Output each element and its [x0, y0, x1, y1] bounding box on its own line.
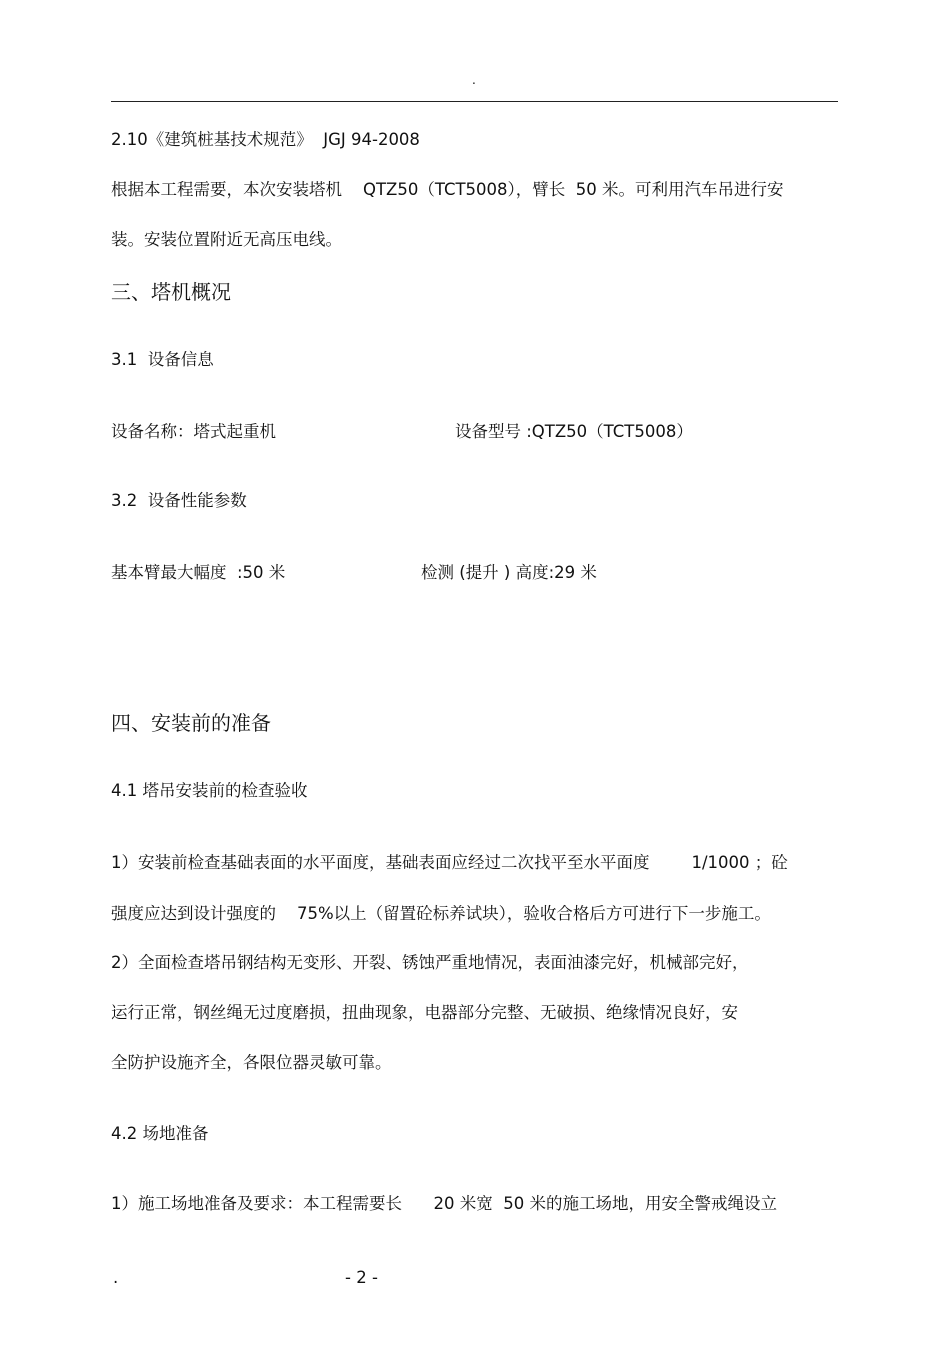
section-4-heading: 四、安装前的准备 — [111, 711, 271, 735]
subsection-3-1-heading: 3.1 设备信息 — [111, 350, 214, 369]
item-4-1-1-line-2: 强度应达到设计强度的 75%以上（留置砼标养试块），验收合格后方可进行下一步施工。 — [111, 904, 771, 923]
standard-reference: 2.10《建筑桩基技术规范》 JGJ 94-2008 — [111, 130, 420, 149]
lift-height-spec: 检测 (提升 ) 高度:29 米 — [421, 563, 597, 582]
item-4-2-1-line-1: 1）施工场地准备及要求：本工程需要长 20 米宽 50 米的施工场地，用安全警戒绳设立 — [111, 1194, 777, 1213]
subsection-4-2-heading: 4.2 场地准备 — [111, 1124, 209, 1143]
item-4-1-2-line-1: 2）全面检查塔吊钢结构无变形、开裂、锈蚀严重地情况，表面油漆完好，机械部完好， — [111, 953, 749, 972]
header-rule — [111, 101, 838, 102]
item-4-1-2-line-2: 运行正常，钢丝绳无过度磨损，扭曲现象，电器部分完整、无破损、绝缘情况良好，安 — [111, 1003, 738, 1022]
page-number: - 2 - — [345, 1268, 378, 1287]
max-radius-spec: 基本臂最大幅度 :50 米 — [111, 563, 286, 582]
section-3-heading: 三、塔机概况 — [111, 280, 231, 304]
subsection-4-1-heading: 4.1 塔吊安装前的检查验收 — [111, 781, 308, 800]
header-mark: . — [472, 73, 476, 87]
intro-line-2: 装。安装位置附近无高压电线。 — [111, 230, 342, 249]
item-4-1-1-line-1: 1）安装前检查基础表面的水平面度，基础表面应经过二次找平至水平面度 1/1000 ；砼 — [111, 853, 788, 872]
intro-line-1: 根据本工程需要，本次安装塔机 QTZ50（TCT5008），臂长 50 米。可利用汽车吊进行安 — [111, 180, 784, 199]
equipment-model: 设备型号 :QTZ50（TCT5008） — [455, 422, 693, 441]
equipment-name: 设备名称：塔式起重机 — [111, 422, 276, 441]
footer-mark: . — [113, 1268, 119, 1287]
subsection-3-2-heading: 3.2 设备性能参数 — [111, 491, 247, 510]
item-4-1-2-line-3: 全防护设施齐全，各限位器灵敏可靠。 — [111, 1053, 392, 1072]
